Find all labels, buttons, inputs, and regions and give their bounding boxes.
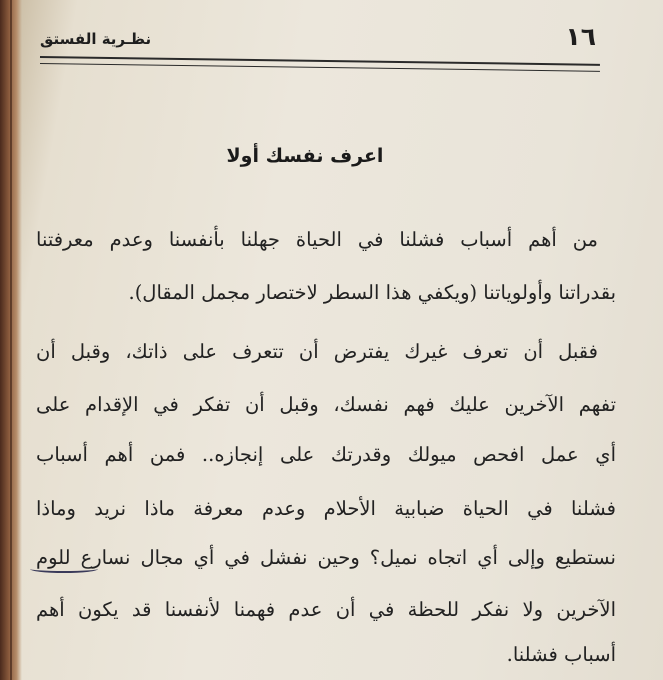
page-header [40, 8, 620, 72]
paragraph-2-line-3: أي عمل افحص ميولك وقدرتك على إنجازه.. فمن أهم أسباب [36, 443, 616, 466]
paragraph-2-line-5: نستطيع وإلى أي اتجاه نميل؟ وحين نفشل في أي مجال نسارع للوم [36, 546, 616, 569]
page-number: ١٦ [565, 22, 596, 51]
paragraph-2-line-1: فقبل أن تعرف غيرك يفترض أن تتعرف على ذاتك، وقبل أن [36, 340, 598, 363]
paragraph-2-line-7: أسباب فشلنا. [506, 643, 616, 666]
paragraph-1-line-2: بقدراتنا وأولوياتنا (ويكفي هذا السطر لاختصار مجمل المقال). [128, 281, 616, 304]
paragraph-1-line-1: من أهم أسباب فشلنا في الحياة جهلنا بأنفسنا وعدم معرفتنا [36, 228, 598, 251]
spine-shadow [10, 0, 12, 680]
pen-underline-mark [30, 565, 98, 573]
running-title: نظـرية الفستق [40, 30, 152, 48]
paragraph-2-line-4: فشلنا في الحياة ضبابية الأحلام وعدم معرفة ماذا نريد وماذا [36, 497, 616, 520]
paragraph-2-line-2: تفهم الآخرين عليك فهم نفسك، وقبل أن تفكر في الإقدام على [36, 393, 616, 416]
paragraph-2-line-6: الآخرين ولا نفكر للحظة في أن عدم فهمنا لأنفسنا قد يكون أهم [36, 598, 616, 621]
section-title: اعرف نفسك أولا [226, 145, 384, 167]
